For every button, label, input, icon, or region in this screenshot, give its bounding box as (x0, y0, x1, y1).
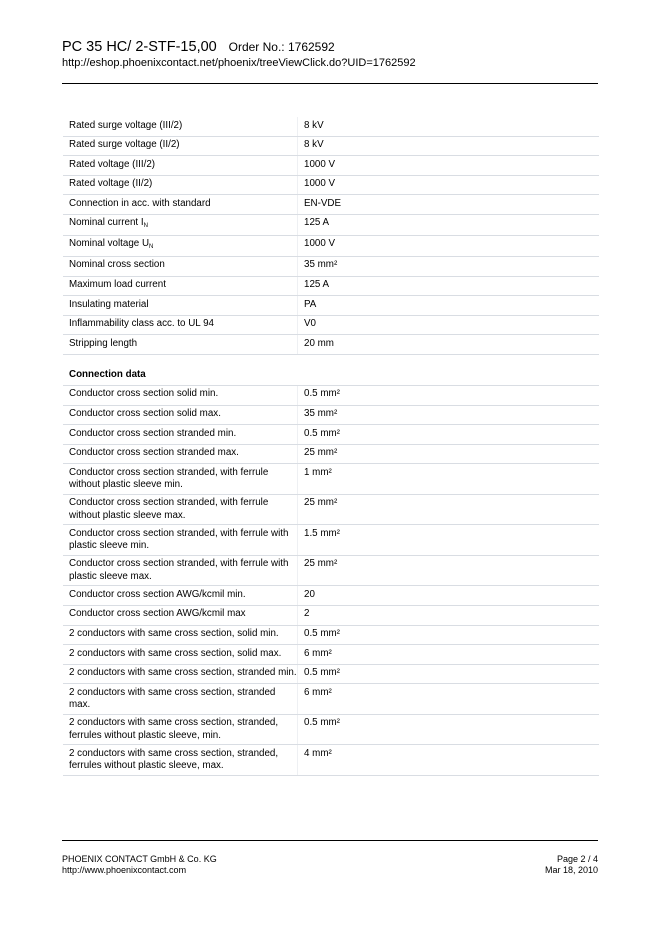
row-value: 2 (297, 606, 599, 625)
table-row (63, 176, 599, 196)
table-row (63, 296, 599, 316)
table-row (63, 335, 599, 355)
row-value: EN-VDE (297, 195, 599, 214)
row-value: 4 mm² (297, 745, 599, 775)
table-row (63, 445, 599, 465)
section-heading-connection-data: Connection data (63, 355, 599, 386)
table-row (63, 626, 599, 646)
row-label: Connection in acc. with standard (69, 197, 211, 209)
row-value: 1000 V (297, 156, 599, 175)
row-label: Conductor cross section stranded, with ferrule without plastic sleeve max. (69, 497, 269, 521)
row-label: Rated voltage (II/2) (69, 178, 153, 190)
row-label: 2 conductors with same cross section, stranded min. (69, 667, 297, 679)
table-row (63, 425, 599, 445)
row-label: Nominal current $I_N$ (69, 217, 148, 230)
row-value: 25 mm² (297, 556, 599, 586)
row-label: Conductor cross section stranded max. (69, 447, 239, 459)
table-row (63, 495, 599, 526)
row-value: 0.5 mm² (297, 626, 599, 645)
row-value: 0.5 mm² (297, 665, 599, 684)
row-value: 25 mm² (297, 445, 599, 464)
title-line (62, 38, 598, 55)
product-url[interactable]: http://eshop.phoenixcontact.net/phoenix/treeViewClick.do?UID=1762592 (62, 57, 416, 69)
row-label: Conductor cross section solid min. (69, 388, 219, 400)
document-header (62, 38, 598, 70)
row-label: Rated surge voltage (III/2) (69, 119, 183, 131)
row-value: 8 kV (297, 137, 599, 156)
table-row (63, 406, 599, 426)
table-row (63, 257, 599, 277)
row-value: 6 mm² (297, 684, 599, 714)
row-value: 1000 V (297, 176, 599, 195)
table-row (63, 645, 599, 665)
table-row (63, 195, 599, 215)
footer-right (545, 854, 598, 876)
document-date: Mar 18, 2010 (544, 865, 598, 875)
row-label: Nominal cross section (69, 259, 165, 271)
row-label: Nominal voltage $U_N$ (69, 238, 154, 251)
row-value: 0.5 mm² (297, 715, 599, 745)
order-number: Order No.: 1762592 (228, 40, 335, 54)
table-row (63, 236, 599, 257)
page-number: Page 2 / 4 (556, 854, 598, 864)
table-row (63, 525, 599, 556)
row-label: 2 conductors with same cross section, stranded, ferrules without plastic sleeve, min. (69, 717, 279, 741)
footer-divider (62, 840, 598, 841)
table-row (63, 117, 599, 137)
row-value: 35 mm² (297, 257, 599, 276)
row-label: Rated surge voltage (II/2) (69, 139, 180, 151)
footer-left (62, 854, 217, 876)
table-row (63, 316, 599, 336)
row-value: 35 mm² (297, 406, 599, 425)
row-value: 1 mm² (297, 464, 599, 494)
row-value: 0.5 mm² (297, 386, 599, 405)
table-row (63, 556, 599, 587)
row-label: Conductor cross section stranded min. (69, 427, 237, 439)
row-label: Stripping length (69, 337, 138, 349)
row-label: Conductor cross section stranded, with ferrule without plastic sleeve min. (69, 466, 269, 491)
row-value: PA (297, 296, 599, 315)
row-label: Conductor cross section stranded, with ferrule with plastic sleeve min. (69, 527, 289, 552)
row-value: 25 mm² (297, 495, 599, 525)
row-label: 2 conductors with same cross section, stranded, ferrules without plastic sleeve, max. (69, 747, 279, 772)
row-label: Inflammability class acc. to UL 94 (69, 318, 215, 330)
row-label: Rated voltage (III/2) (69, 158, 156, 170)
company-website[interactable]: http://www.phoenixcontact.com (62, 865, 187, 875)
table-row (63, 464, 599, 495)
row-label: Conductor cross section AWG/kcmil max (69, 608, 246, 620)
row-label: 2 conductors with same cross section, stranded max. (69, 686, 276, 711)
row-value: 125 A (297, 215, 599, 235)
row-label: 2 conductors with same cross section, solid min. (69, 628, 279, 639)
row-value: 1000 V (297, 236, 599, 256)
subscript: N (143, 223, 148, 230)
company-name: PHOENIX CONTACT GmbH & Co. KG (62, 854, 217, 864)
row-value: 125 A (297, 277, 599, 296)
product-name: PC 35 HC/ 2-STF-15,00 (62, 39, 217, 55)
row-value: 1.5 mm² (297, 525, 599, 555)
table-row (63, 156, 599, 176)
row-label: Conductor cross section stranded, with ferrule with plastic sleeve max. (69, 558, 289, 582)
row-label: Conductor cross section AWG/kcmil min. (69, 588, 246, 600)
row-value: 0.5 mm² (297, 425, 599, 444)
row-value: 8 kV (297, 117, 599, 136)
row-value: 6 mm² (297, 645, 599, 664)
table-row (63, 606, 599, 626)
table-row (63, 745, 599, 776)
row-label: Maximum load current (69, 279, 166, 291)
table-row (63, 665, 599, 685)
row-value: V0 (297, 316, 599, 335)
spec-table (63, 117, 599, 776)
table-row (63, 586, 599, 606)
table-row (63, 715, 599, 746)
row-value: 20 (297, 586, 599, 605)
table-row (63, 215, 599, 236)
table-row (63, 277, 599, 297)
header-divider (62, 83, 598, 84)
row-label: 2 conductors with same cross section, solid max. (69, 647, 282, 659)
subscript: N (149, 244, 154, 251)
row-value: 20 mm (297, 335, 599, 354)
row-label: Insulating material (69, 298, 149, 310)
row-label: Conductor cross section solid max. (69, 408, 221, 420)
table-row (63, 137, 599, 157)
table-row (63, 386, 599, 406)
table-row (63, 684, 599, 715)
